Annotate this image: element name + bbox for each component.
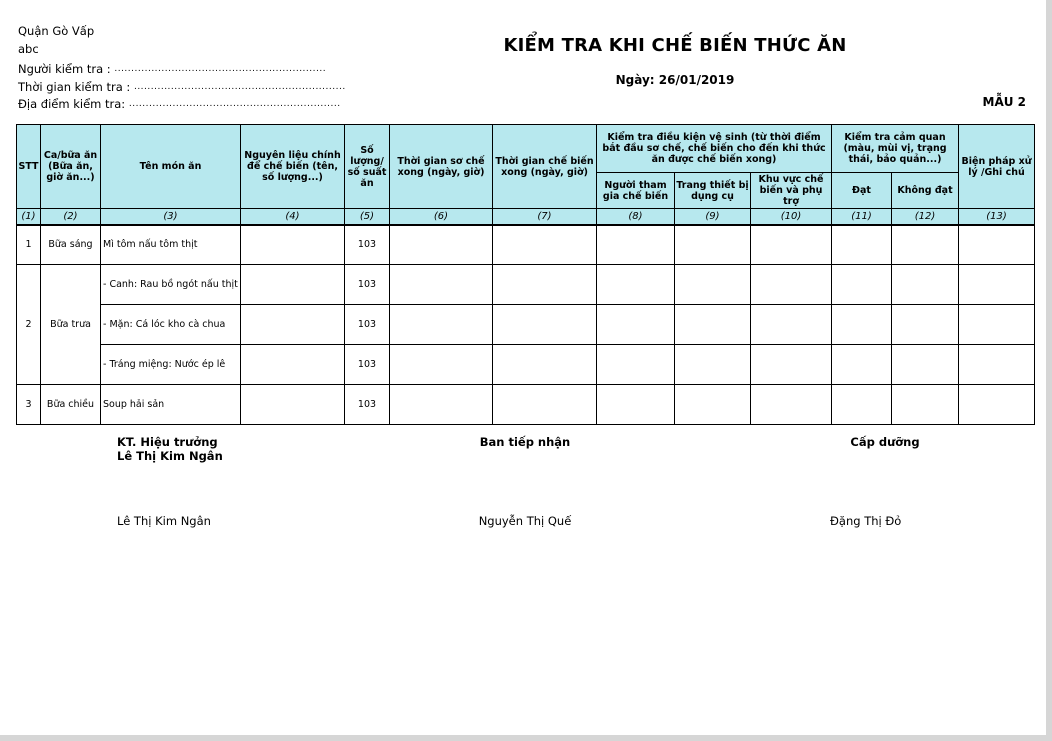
row-cell	[751, 265, 832, 305]
row-cell	[597, 225, 675, 265]
row-cell	[493, 225, 597, 265]
col-number: (13)	[959, 209, 1035, 225]
col-number: (12)	[892, 209, 959, 225]
principal-subtitle: Lê Thị Kim Ngân	[117, 449, 223, 463]
row-cell	[832, 385, 892, 425]
row-cell	[493, 385, 597, 425]
row-cell	[493, 305, 597, 345]
row-portions: 103	[345, 345, 390, 385]
col-number: (8)	[597, 209, 675, 225]
col-number: (3)	[101, 209, 241, 225]
row-stt: 2	[17, 265, 41, 385]
row-portions: 103	[345, 225, 390, 265]
row-cell	[493, 265, 597, 305]
col-header-hygiene-tools: Trang thiết bị dụng cụ	[675, 173, 751, 209]
time-line	[18, 80, 346, 95]
row-cell	[959, 345, 1035, 385]
row-cell	[959, 385, 1035, 425]
cook-name: Đặng Thị Đỏ	[830, 514, 902, 528]
table-row	[17, 265, 1035, 305]
row-cell	[597, 305, 675, 345]
col-number: (4)	[241, 209, 345, 225]
table-row	[17, 305, 1035, 345]
cook-title: Cấp dưỡng	[850, 435, 920, 449]
principal-name: Lê Thị Kim Ngân	[117, 514, 211, 528]
row-cell	[675, 345, 751, 385]
row-cell	[597, 345, 675, 385]
row-ingredients	[241, 305, 345, 345]
document-date: Ngày: 26/01/2019	[615, 73, 735, 87]
district-label: Quận Gò Vấp	[18, 24, 95, 38]
row-cell	[892, 345, 959, 385]
col-header-dish: Tên món ăn	[101, 125, 241, 209]
col-header-hygiene-area: Khu vực chế biến và phụ trợ	[751, 173, 832, 209]
inspection-table	[16, 124, 1035, 425]
table-row	[17, 385, 1035, 425]
col-number: (9)	[675, 209, 751, 225]
row-cell	[751, 345, 832, 385]
row-dish: - Tráng miệng: Nước ép lê	[101, 345, 241, 385]
row-cell	[493, 345, 597, 385]
row-meal: Bữa sáng	[41, 225, 101, 265]
time-dots: ...............................................................	[133, 82, 346, 92]
page-shadow-bottom	[0, 735, 1052, 741]
row-cell	[675, 305, 751, 345]
col-number: (7)	[493, 209, 597, 225]
row-cell	[390, 225, 493, 265]
col-number: (11)	[832, 209, 892, 225]
row-cell	[390, 305, 493, 345]
row-cell	[751, 305, 832, 345]
row-dish: Mì tôm nấu tôm thịt	[101, 225, 241, 265]
col-header-hygiene-group: Kiểm tra điều kiện vệ sinh (từ thời điểm bắt đầu sơ chế, chế biến cho đến khi thức ăn được chế biến xong)	[597, 125, 832, 173]
col-header-hygiene-people: Người tham gia chế biến	[597, 173, 675, 209]
row-dish: - Mặn: Cá lóc kho cà chua	[101, 305, 241, 345]
row-cell	[675, 385, 751, 425]
place-line	[18, 97, 341, 112]
row-ingredients	[241, 225, 345, 265]
row-ingredients	[241, 265, 345, 305]
document-title: KIỂM TRA KHI CHẾ BIẾN THỨC ĂN	[503, 35, 847, 56]
row-stt: 3	[17, 385, 41, 425]
col-header-stt: STT	[17, 125, 41, 209]
page-shadow-right	[1046, 0, 1052, 741]
row-cell	[832, 345, 892, 385]
col-header-ingredients: Nguyên liệu chính để chế biến (tên, số lượng...)	[241, 125, 345, 209]
row-cell	[832, 265, 892, 305]
row-cell	[892, 265, 959, 305]
receiver-title: Ban tiếp nhận	[479, 435, 571, 449]
col-header-sensory-group: Kiểm tra cảm quan (màu, mùi vị, trạng thái, bảo quản...)	[832, 125, 959, 173]
col-number: (10)	[751, 209, 832, 225]
place-label: Địa điểm kiểm tra:	[18, 97, 126, 111]
row-portions: 103	[345, 265, 390, 305]
time-label: Thời gian kiểm tra :	[18, 80, 131, 94]
row-ingredients	[241, 385, 345, 425]
col-number: (6)	[390, 209, 493, 225]
table-row	[17, 225, 1035, 265]
col-header-cook-time: Thời gian chế biến xong (ngày, giờ)	[493, 125, 597, 209]
col-number: (1)	[17, 209, 41, 225]
principal-block	[117, 435, 223, 463]
row-cell	[832, 305, 892, 345]
row-cell	[959, 265, 1035, 305]
row-cell	[959, 305, 1035, 345]
receiver-name: Nguyễn Thị Quế	[478, 514, 572, 528]
col-header-meal: Ca/bữa ăn (Bữa ăn, giờ ăn...)	[41, 125, 101, 209]
row-cell	[751, 385, 832, 425]
row-cell	[390, 385, 493, 425]
row-cell	[892, 225, 959, 265]
row-portions: 103	[345, 305, 390, 345]
school-label: abc	[18, 42, 39, 56]
col-number: (5)	[345, 209, 390, 225]
col-header-action: Biện pháp xử lý /Ghi chú	[959, 125, 1035, 209]
row-cell	[892, 305, 959, 345]
row-portions: 103	[345, 385, 390, 425]
row-cell	[892, 385, 959, 425]
row-ingredients	[241, 345, 345, 385]
row-cell	[675, 265, 751, 305]
place-dots: ...............................................................	[128, 99, 341, 109]
col-header-portions: Số lượng/ số suất ăn	[345, 125, 390, 209]
inspector-label: Người kiểm tra :	[18, 62, 111, 76]
row-cell	[597, 385, 675, 425]
inspector-dots: ...............................................................	[114, 64, 327, 74]
inspector-line	[18, 62, 326, 77]
row-cell	[832, 225, 892, 265]
row-meal: Bữa trưa	[41, 265, 101, 385]
row-meal: Bữa chiều	[41, 385, 101, 425]
row-cell	[390, 265, 493, 305]
row-cell	[959, 225, 1035, 265]
row-stt: 1	[17, 225, 41, 265]
row-cell	[675, 225, 751, 265]
row-dish: Soup hải sản	[101, 385, 241, 425]
col-header-pass: Đạt	[832, 173, 892, 209]
table-row	[17, 345, 1035, 385]
row-cell	[597, 265, 675, 305]
row-dish: - Canh: Rau bồ ngót nấu thịt	[101, 265, 241, 305]
col-header-fail: Không đạt	[892, 173, 959, 209]
principal-title: KT. Hiệu trưởng	[117, 435, 218, 449]
form-code: MẪU 2	[982, 95, 1026, 109]
col-number: (2)	[41, 209, 101, 225]
col-header-prep-time: Thời gian sơ chế xong (ngày, giờ)	[390, 125, 493, 209]
row-cell	[390, 345, 493, 385]
row-cell	[751, 225, 832, 265]
